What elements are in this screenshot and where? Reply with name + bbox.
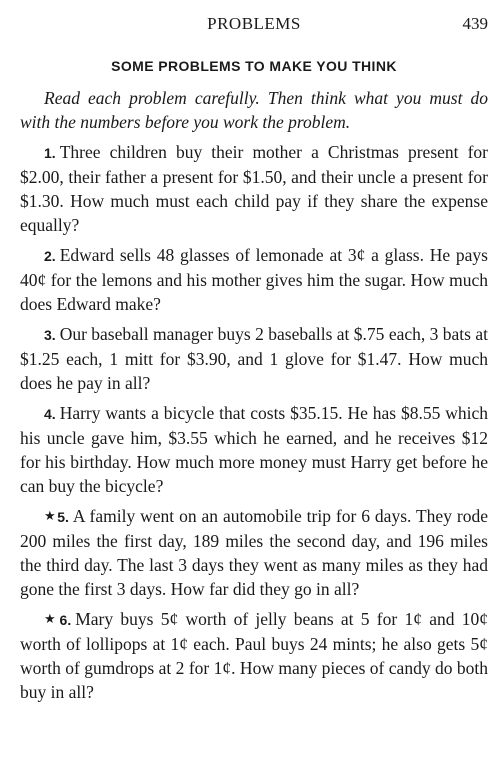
problem-2 [20, 243, 488, 316]
problem-number: 4. [44, 406, 56, 422]
running-title: PROBLEMS [207, 14, 301, 33]
problem-text: Three children buy their mother a Christmas present for $2.00, their father a present for $1.50, and their uncle a present for $1.30. How much must each child pay if they share the expense equally? [20, 142, 488, 235]
page-number: 439 [462, 14, 488, 33]
running-head [20, 14, 488, 40]
problem-1 [20, 140, 488, 237]
star-icon: ★ [44, 611, 59, 626]
problem-3 [20, 322, 488, 395]
instructions: Read each problem carefully. Then think what you must do with the numbers before you work the problem. [20, 88, 488, 132]
textbook-page [20, 14, 488, 710]
problem-number: 3. [44, 327, 56, 343]
problem-text: Harry wants a bicycle that costs $35.15. He has $8.55 which his uncle gave him, $3.55 which he earned, and he receives $12 for his birthday. How much more money must Harry get before he can buy the bicycle? [20, 403, 488, 496]
problem-text: A family went on an automobile trip for 6 days. They rode 200 miles the first day, 189 miles the second day, and 196 miles the third day. The last 3 days they went as many miles as they had gone the first 3 days. How far did they go in all? [20, 506, 488, 599]
star-icon: ★ [44, 508, 57, 523]
problem-text: Mary buys 5¢ worth of jelly beans at 5 for 1¢ and 10¢ worth of lollipops at 1¢ each. Paul buys 24 mints; he also gets 5¢ worth of gumdrops at 2 for 1¢. How many pieces of candy do both buy in all? [20, 609, 488, 702]
problem-number: 2. [44, 248, 56, 264]
problem-number: 1. [44, 145, 56, 161]
problem-6 [20, 607, 488, 704]
problem-number: 6. [59, 612, 72, 628]
section-heading: SOME PROBLEMS TO MAKE YOU THINK [111, 58, 397, 74]
problem-number: 5. [57, 509, 69, 525]
problem-text: Our baseball manager buys 2 baseballs at $.75 each, 3 bats at $1.25 each, 1 mitt for $3.90, and 1 glove for $1.47. How much does he pay in all? [20, 324, 488, 393]
problem-4 [20, 401, 488, 498]
problem-text: Edward sells 48 glasses of lemonade at 3¢ a glass. He pays 40¢ for the lemons and his mother gives him the sugar. How much does Edward make? [20, 245, 488, 314]
problem-5 [20, 504, 488, 601]
